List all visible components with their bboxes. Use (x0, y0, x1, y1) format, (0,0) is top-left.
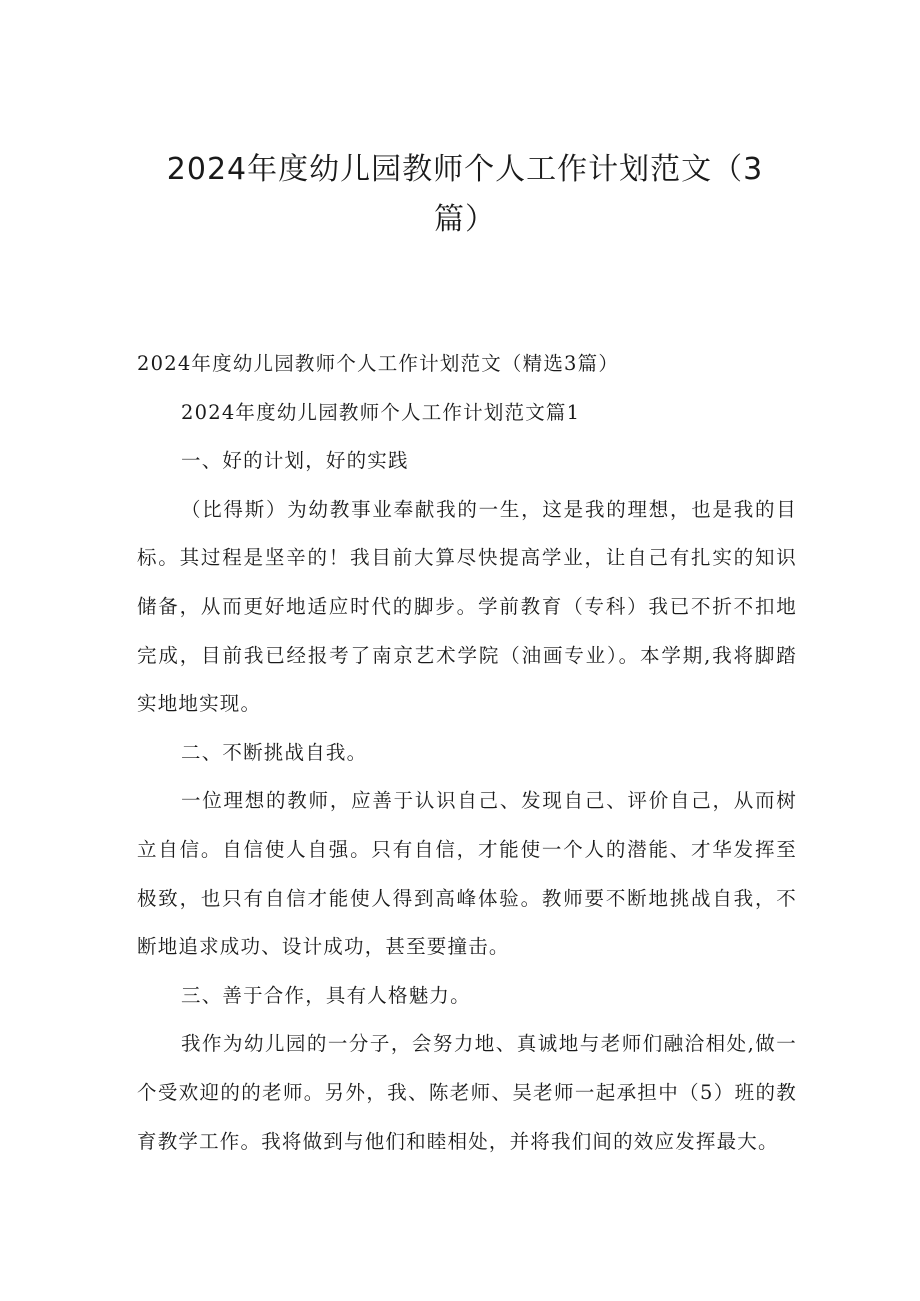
paragraph: 一位理想的教师，应善于认识自己、发现自己、评价自己，从而树立自信。自信使人自强。只有自信，才能使一个人的潜能、才华发挥至极致，也只有自信才能使人得到高峰体验。教师要不断地挑战自我，不断地追求成功、设计成功，甚至要撞击。 (137, 789, 797, 959)
document-body (137, 340, 797, 1166)
document-title: 2024年度幼儿园教师个人工作计划范文（3篇） (166, 152, 764, 237)
paragraph: 2024年度幼儿园教师个人工作计划范文篇1 (181, 400, 581, 424)
paragraph: 三、善于合作，具有人格魅力。 (181, 983, 471, 1007)
paragraph: 2024年度幼儿园教师个人工作计划范文（精选3篇） (137, 352, 620, 375)
paragraph: 我作为幼儿园的一分子，会努力地、真诚地与老师们融洽相处,做一个受欢迎的的老师。另外，我、陈老师、吴老师一起承担中（5）班的教育教学工作。我将做到与他们和睦相处，并将我们间的效应发挥最大。 (137, 1032, 797, 1153)
paragraph: 一、好的计划，好的实践 (181, 449, 409, 473)
paragraph: 二、不断挑战自我。 (181, 740, 368, 764)
paragraph: （比得斯）为幼教事业奉献我的一生，这是我的理想，也是我的目标。其过程是坚辛的！我目前大算尽快提高学业，让自己有扎实的知识储备，从而更好地适应时代的脚步。学前教育（专科）我已不折不扣地完成，目前我已经报考了南京艺术学院（油画专业）。本学期,我将脚踏实地地实现。 (137, 497, 797, 716)
